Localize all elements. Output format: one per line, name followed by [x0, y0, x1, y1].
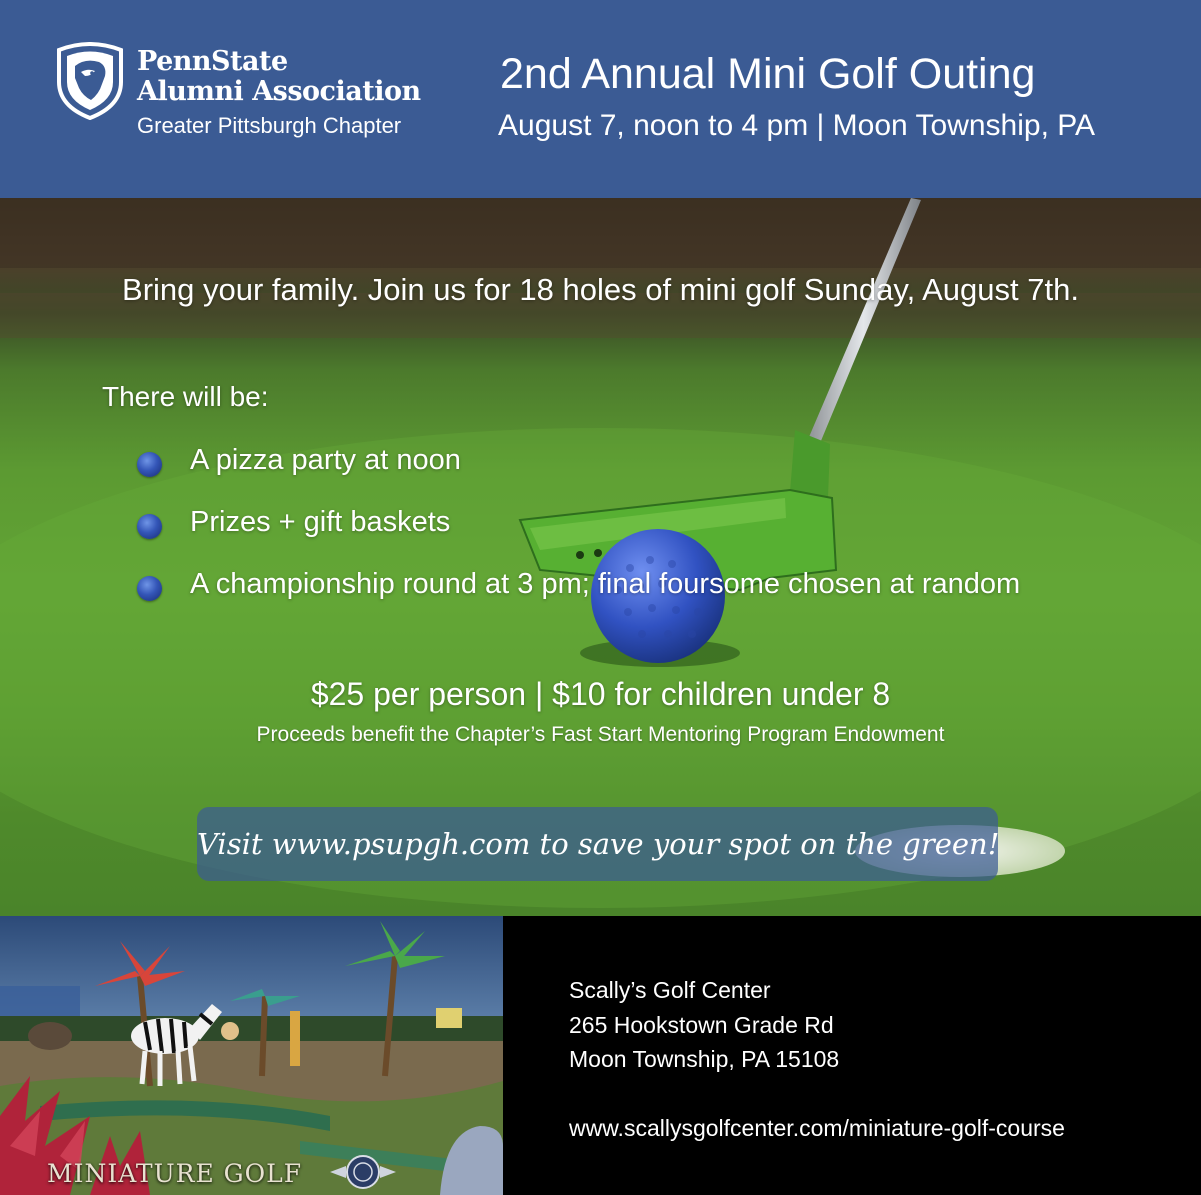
footer-section: [0, 916, 1201, 1195]
ball-bullet-icon: [137, 452, 162, 477]
venue-photo: [0, 916, 503, 1195]
org-name-line1: PennState: [137, 46, 288, 77]
org-name-line2: Alumni Association: [137, 76, 421, 107]
address-line2: Moon Township, PA 15108: [569, 1046, 840, 1072]
background-wall: [0, 198, 1201, 268]
event-date-location: August 7, noon to 4 pm | Moon Township, PA: [498, 109, 1096, 142]
putter-hosel: [790, 430, 830, 498]
scallys-badge-icon: [328, 1154, 398, 1190]
ball-bullet-icon: [137, 514, 162, 539]
list-item: A championship round at 3 pm; final foursome chosen at random: [190, 568, 1021, 600]
ball-bullet-icon: [137, 576, 162, 601]
list-item: Prizes + gift baskets: [190, 506, 451, 538]
venue-url-link[interactable]: www.scallysgolfcenter.com/miniature-golf-course: [569, 1115, 1065, 1141]
price-text: $25 per person | $10 for children under 8: [310, 676, 891, 712]
hero-section: [0, 198, 1201, 916]
registration-cta-link[interactable]: Visit www.psupgh.com to save your spot on the green!: [197, 807, 998, 881]
address-line1: 265 Hookstown Grade Rd: [569, 1012, 834, 1038]
nittany-lion-shield-icon: [55, 42, 125, 120]
photo-caption: MINIATURE GOLF: [47, 1159, 303, 1188]
list-item: A pizza party at noon: [190, 444, 461, 476]
venue-name: Scally’s Golf Center: [569, 977, 771, 1003]
intro-text: Bring your family. Join us for 18 holes of mini golf Sunday, August 7th.: [122, 272, 1079, 307]
event-title: 2nd Annual Mini Golf Outing: [500, 50, 1036, 98]
list-heading: There will be:: [102, 381, 269, 412]
chapter-name: Greater Pittsburgh Chapter: [137, 113, 402, 138]
proceeds-text: Proceeds benefit the Chapter’s Fast Start Mentoring Program Endowment: [256, 723, 945, 746]
mini-golf-course-illustration: [0, 916, 503, 1195]
header-banner: [0, 0, 1201, 198]
